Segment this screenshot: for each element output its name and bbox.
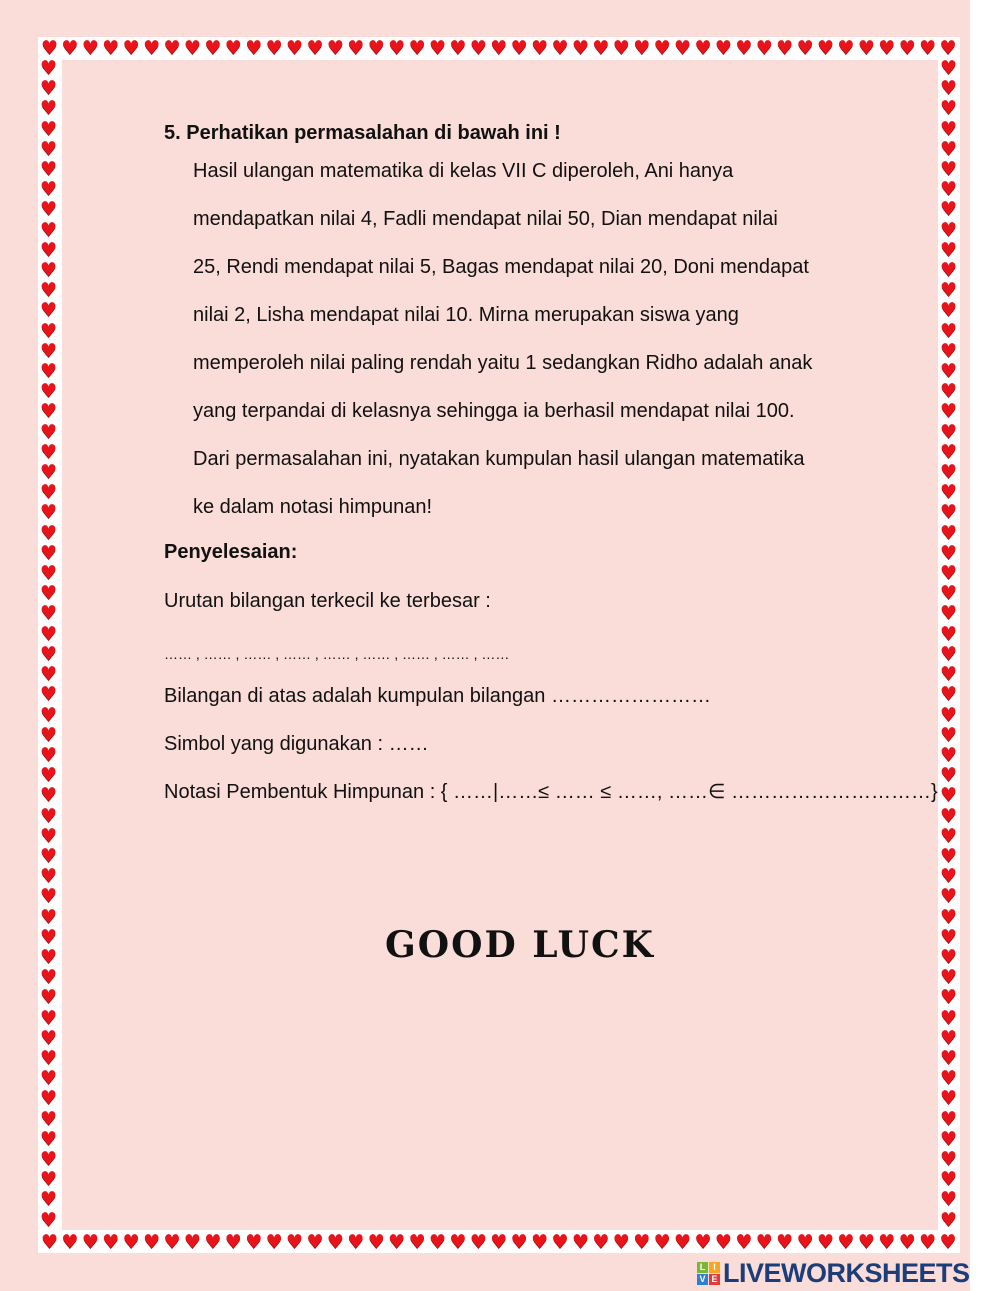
heart-icon: ♥ bbox=[102, 1231, 120, 1253]
heart-icon: ♥ bbox=[40, 37, 59, 59]
heart-icon: ♥ bbox=[939, 1046, 958, 1069]
heart-icon: ♥ bbox=[939, 723, 958, 746]
heart-icon: ♥ bbox=[571, 37, 589, 59]
heart-icon: ♥ bbox=[40, 1231, 59, 1253]
heart-icon: ♥ bbox=[939, 743, 958, 766]
heart-icon: ♥ bbox=[39, 238, 58, 261]
badge-letter: V bbox=[697, 1274, 708, 1285]
set-notation-line[interactable]: Notasi Pembentuk Himpunan : { ……|……≤ …… ≤ ……, ……∈ …………………………} bbox=[164, 781, 938, 803]
heart-icon: ♥ bbox=[39, 1026, 58, 1049]
heart-icon: ♥ bbox=[939, 1107, 958, 1130]
heart-border-top bbox=[40, 38, 958, 58]
set-type-line[interactable]: Bilangan di atas adalah kumpulan bilangan …………………… bbox=[164, 685, 711, 707]
heart-icon: ♥ bbox=[939, 218, 958, 241]
heart-icon: ♥ bbox=[939, 440, 958, 463]
heart-icon: ♥ bbox=[939, 804, 958, 827]
heart-icon: ♥ bbox=[39, 380, 58, 403]
heart-icon: ♥ bbox=[714, 1231, 732, 1253]
heart-icon: ♥ bbox=[531, 1231, 549, 1253]
heart-icon: ♥ bbox=[939, 259, 958, 282]
heart-icon: ♥ bbox=[939, 57, 958, 79]
heart-icon: ♥ bbox=[939, 1147, 958, 1170]
heart-icon: ♥ bbox=[612, 1231, 630, 1253]
heart-icon: ♥ bbox=[939, 683, 958, 706]
heart-icon: ♥ bbox=[653, 1231, 671, 1253]
heart-icon: ♥ bbox=[39, 1046, 58, 1069]
heart-icon: ♥ bbox=[939, 400, 958, 423]
heart-icon: ♥ bbox=[490, 37, 508, 59]
heart-icon: ♥ bbox=[939, 865, 958, 888]
heart-icon: ♥ bbox=[408, 37, 426, 59]
heart-icon: ♥ bbox=[755, 1231, 773, 1253]
heart-icon: ♥ bbox=[898, 1231, 916, 1253]
heart-icon: ♥ bbox=[551, 1231, 569, 1253]
heart-icon: ♥ bbox=[39, 178, 58, 201]
heart-icon: ♥ bbox=[39, 966, 58, 989]
heart-icon: ♥ bbox=[39, 703, 58, 726]
heart-icon: ♥ bbox=[39, 77, 58, 100]
heart-icon: ♥ bbox=[306, 1231, 324, 1253]
heart-icon: ♥ bbox=[837, 1231, 855, 1253]
heart-icon: ♥ bbox=[428, 37, 447, 59]
question-number: 5. bbox=[164, 122, 181, 144]
heart-icon: ♥ bbox=[39, 1168, 58, 1191]
question-text-line: ke dalam notasi himpunan! bbox=[193, 496, 433, 518]
heart-icon: ♥ bbox=[39, 57, 58, 79]
question-text-line: mendapatkan nilai 4, Fadli mendapat nilai 50, Dian mendapat nilai bbox=[193, 208, 778, 230]
heart-icon: ♥ bbox=[939, 360, 958, 383]
heart-icon: ♥ bbox=[898, 37, 916, 59]
heart-icon: ♥ bbox=[755, 37, 773, 59]
heart-icon: ♥ bbox=[39, 562, 58, 585]
heart-icon: ♥ bbox=[388, 1231, 406, 1253]
heart-icon: ♥ bbox=[939, 1067, 958, 1090]
heart-icon: ♥ bbox=[878, 1231, 896, 1253]
heart-icon: ♥ bbox=[612, 37, 630, 59]
heart-icon: ♥ bbox=[367, 1231, 385, 1253]
heart-icon: ♥ bbox=[163, 37, 181, 59]
heart-icon: ♥ bbox=[39, 541, 58, 564]
heart-icon: ♥ bbox=[39, 137, 58, 160]
heart-icon: ♥ bbox=[939, 1208, 958, 1231]
heart-icon: ♥ bbox=[39, 622, 58, 645]
heart-icon: ♥ bbox=[939, 905, 958, 928]
heart-icon: ♥ bbox=[326, 1231, 344, 1253]
heart-icon: ♥ bbox=[878, 37, 896, 59]
heart-icon: ♥ bbox=[837, 37, 855, 59]
heart-icon: ♥ bbox=[39, 723, 58, 746]
heart-icon: ♥ bbox=[39, 1006, 58, 1029]
heart-icon: ♥ bbox=[183, 1231, 201, 1253]
heart-icon: ♥ bbox=[39, 1188, 58, 1211]
heart-icon: ♥ bbox=[183, 37, 201, 59]
heart-border-bottom bbox=[40, 1232, 958, 1252]
heart-icon: ♥ bbox=[39, 400, 58, 423]
heart-icon: ♥ bbox=[143, 1231, 161, 1253]
heart-icon: ♥ bbox=[857, 1231, 875, 1253]
heart-icon: ♥ bbox=[449, 1231, 467, 1253]
heart-icon: ♥ bbox=[39, 259, 58, 282]
heart-icon: ♥ bbox=[39, 824, 58, 847]
heart-icon: ♥ bbox=[939, 1087, 958, 1110]
question-title bbox=[164, 121, 561, 145]
heart-icon: ♥ bbox=[347, 1231, 365, 1253]
heart-icon: ♥ bbox=[939, 602, 958, 625]
heart-icon: ♥ bbox=[61, 37, 79, 59]
heart-icon: ♥ bbox=[939, 986, 958, 1009]
heart-icon: ♥ bbox=[39, 885, 58, 908]
heart-icon: ♥ bbox=[39, 844, 58, 867]
good-luck-text: GOOD LUCK bbox=[385, 924, 655, 966]
heart-icon: ♥ bbox=[735, 37, 753, 59]
badge-letter: I bbox=[709, 1262, 720, 1273]
heart-icon: ♥ bbox=[939, 541, 958, 564]
heart-icon: ♥ bbox=[39, 945, 58, 968]
heart-icon: ♥ bbox=[551, 37, 569, 59]
heart-icon: ♥ bbox=[919, 37, 937, 59]
heart-icon: ♥ bbox=[39, 440, 58, 463]
heart-icon: ♥ bbox=[531, 37, 549, 59]
heart-icon: ♥ bbox=[39, 642, 58, 665]
heart-icon: ♥ bbox=[408, 1231, 426, 1253]
heart-icon: ♥ bbox=[39, 299, 58, 322]
heart-icon: ♥ bbox=[469, 1231, 487, 1253]
heart-icon: ♥ bbox=[510, 37, 528, 59]
heart-icon: ♥ bbox=[776, 37, 794, 59]
heart-icon: ♥ bbox=[81, 37, 99, 59]
heart-icon: ♥ bbox=[39, 663, 58, 686]
brand-name: LIVEWORKSHEETS bbox=[723, 1258, 970, 1288]
heart-icon: ♥ bbox=[939, 299, 958, 322]
heart-icon: ♥ bbox=[939, 117, 958, 140]
heart-icon: ♥ bbox=[39, 986, 58, 1009]
heart-icon: ♥ bbox=[347, 37, 365, 59]
heart-icon: ♥ bbox=[306, 37, 324, 59]
heart-icon: ♥ bbox=[939, 97, 958, 120]
heart-icon: ♥ bbox=[224, 37, 242, 59]
heart-icon: ♥ bbox=[939, 158, 958, 181]
heart-icon: ♥ bbox=[939, 1188, 958, 1211]
heart-icon: ♥ bbox=[39, 1107, 58, 1130]
heart-icon: ♥ bbox=[245, 37, 263, 59]
heart-icon: ♥ bbox=[39, 1147, 58, 1170]
heart-icon: ♥ bbox=[674, 37, 692, 59]
heart-icon: ♥ bbox=[592, 37, 610, 59]
heart-icon: ♥ bbox=[939, 1006, 958, 1029]
heart-icon: ♥ bbox=[735, 1231, 753, 1253]
symbol-line[interactable]: Simbol yang digunakan : …… bbox=[164, 733, 429, 755]
heart-icon: ♥ bbox=[204, 1231, 222, 1253]
heart-icon: ♥ bbox=[939, 824, 958, 847]
heart-icon: ♥ bbox=[286, 37, 304, 59]
heart-icon: ♥ bbox=[796, 37, 814, 59]
heart-icon: ♥ bbox=[939, 178, 958, 201]
heart-icon: ♥ bbox=[39, 784, 58, 807]
heart-icon: ♥ bbox=[796, 1231, 814, 1253]
heart-icon: ♥ bbox=[143, 37, 161, 59]
heart-icon: ♥ bbox=[939, 37, 957, 59]
heart-icon: ♥ bbox=[939, 966, 958, 989]
heart-icon: ♥ bbox=[122, 37, 140, 59]
heart-icon: ♥ bbox=[939, 461, 958, 484]
question-text-line: 25, Rendi mendapat nilai 5, Bagas mendapat nilai 20, Doni mendapat bbox=[193, 256, 809, 278]
heart-icon: ♥ bbox=[939, 885, 958, 908]
heart-icon: ♥ bbox=[694, 37, 712, 59]
heart-icon: ♥ bbox=[939, 137, 958, 160]
heart-icon: ♥ bbox=[939, 1231, 957, 1253]
heart-icon: ♥ bbox=[39, 198, 58, 221]
heart-icon: ♥ bbox=[939, 945, 958, 968]
heart-icon: ♥ bbox=[939, 481, 958, 504]
heart-icon: ♥ bbox=[39, 360, 58, 383]
question-text-line: Hasil ulangan matematika di kelas VII C diperoleh, Ani hanya bbox=[193, 160, 734, 182]
heart-icon: ♥ bbox=[653, 37, 671, 59]
question-text-line: memperoleh nilai paling rendah yaitu 1 sedangkan Ridho adalah anak bbox=[193, 352, 813, 374]
heart-icon: ♥ bbox=[939, 380, 958, 403]
heart-icon: ♥ bbox=[39, 1127, 58, 1150]
heart-icon: ♥ bbox=[39, 481, 58, 504]
heart-icon: ♥ bbox=[939, 521, 958, 544]
heart-icon: ♥ bbox=[939, 339, 958, 362]
heart-icon: ♥ bbox=[939, 925, 958, 948]
liveworksheets-logo bbox=[697, 1258, 970, 1289]
heart-icon: ♥ bbox=[39, 804, 58, 827]
heart-icon: ♥ bbox=[449, 37, 467, 59]
heart-icon: ♥ bbox=[939, 562, 958, 585]
heart-icon: ♥ bbox=[39, 905, 58, 928]
heart-icon: ♥ bbox=[714, 37, 732, 59]
heart-icon: ♥ bbox=[81, 1231, 99, 1253]
heart-icon: ♥ bbox=[224, 1231, 242, 1253]
heart-icon: ♥ bbox=[776, 1231, 794, 1253]
heart-icon: ♥ bbox=[163, 1231, 181, 1253]
heart-icon: ♥ bbox=[469, 37, 487, 59]
live-badge-icon bbox=[697, 1262, 720, 1285]
heart-icon: ♥ bbox=[510, 1231, 528, 1253]
heart-icon: ♥ bbox=[39, 925, 58, 948]
heart-icon: ♥ bbox=[428, 1231, 447, 1253]
heart-icon: ♥ bbox=[39, 97, 58, 120]
heart-icon: ♥ bbox=[939, 279, 958, 302]
heart-icon: ♥ bbox=[39, 1087, 58, 1110]
question-text-line: Dari permasalahan ini, nyatakan kumpulan hasil ulangan matematika bbox=[193, 448, 805, 470]
heart-icon: ♥ bbox=[694, 1231, 712, 1253]
heart-icon: ♥ bbox=[939, 420, 958, 443]
heart-icon: ♥ bbox=[204, 37, 222, 59]
heart-icon: ♥ bbox=[39, 683, 58, 706]
badge-letter: E bbox=[709, 1274, 720, 1285]
heart-icon: ♥ bbox=[367, 37, 385, 59]
heart-icon: ♥ bbox=[39, 865, 58, 888]
question-text-line: yang terpandai di kelasnya sehingga ia berhasil mendapat nilai 100. bbox=[193, 400, 795, 422]
heart-icon: ♥ bbox=[265, 37, 283, 59]
heart-icon: ♥ bbox=[939, 582, 958, 605]
heart-icon: ♥ bbox=[939, 1026, 958, 1049]
heart-icon: ♥ bbox=[939, 663, 958, 686]
heart-icon: ♥ bbox=[39, 279, 58, 302]
heart-icon: ♥ bbox=[939, 1168, 958, 1191]
heart-icon: ♥ bbox=[571, 1231, 589, 1253]
heart-icon: ♥ bbox=[919, 1231, 937, 1253]
heart-border-left bbox=[39, 58, 59, 1230]
heart-icon: ♥ bbox=[39, 461, 58, 484]
heart-icon: ♥ bbox=[39, 420, 58, 443]
question-text-line: nilai 2, Lisha mendapat nilai 10. Mirna merupakan siswa yang bbox=[193, 304, 739, 326]
heart-icon: ♥ bbox=[939, 784, 958, 807]
heart-icon: ♥ bbox=[939, 238, 958, 261]
heart-icon: ♥ bbox=[939, 77, 958, 100]
heart-icon: ♥ bbox=[939, 764, 958, 787]
heart-icon: ♥ bbox=[633, 37, 651, 59]
heart-icon: ♥ bbox=[633, 1231, 651, 1253]
heart-icon: ♥ bbox=[939, 844, 958, 867]
heart-icon: ♥ bbox=[39, 602, 58, 625]
heart-icon: ♥ bbox=[817, 37, 835, 59]
heart-icon: ♥ bbox=[39, 764, 58, 787]
heart-icon: ♥ bbox=[39, 158, 58, 181]
heart-icon: ♥ bbox=[326, 37, 344, 59]
order-blanks[interactable]: …… , …… , …… , …… , …… , …… , …… , …… , …… bbox=[164, 646, 510, 662]
heart-icon: ♥ bbox=[592, 1231, 610, 1253]
heart-icon: ♥ bbox=[39, 521, 58, 544]
heart-icon: ♥ bbox=[245, 1231, 263, 1253]
heart-icon: ♥ bbox=[122, 1231, 140, 1253]
heart-icon: ♥ bbox=[39, 117, 58, 140]
heart-icon: ♥ bbox=[39, 218, 58, 241]
heart-icon: ♥ bbox=[286, 1231, 304, 1253]
heart-icon: ♥ bbox=[939, 319, 958, 342]
heart-icon: ♥ bbox=[388, 37, 406, 59]
heart-icon: ♥ bbox=[39, 1067, 58, 1090]
heart-border-right bbox=[939, 58, 959, 1230]
heart-icon: ♥ bbox=[817, 1231, 835, 1253]
badge-letter: L bbox=[697, 1262, 708, 1273]
heart-icon: ♥ bbox=[39, 743, 58, 766]
heart-icon: ♥ bbox=[674, 1231, 692, 1253]
heart-icon: ♥ bbox=[39, 582, 58, 605]
heart-icon: ♥ bbox=[61, 1231, 79, 1253]
heart-icon: ♥ bbox=[939, 703, 958, 726]
heart-icon: ♥ bbox=[39, 319, 58, 342]
heart-icon: ♥ bbox=[39, 1208, 58, 1231]
heart-icon: ♥ bbox=[939, 642, 958, 665]
heart-icon: ♥ bbox=[857, 37, 875, 59]
heart-icon: ♥ bbox=[939, 198, 958, 221]
heart-icon: ♥ bbox=[939, 622, 958, 645]
heart-icon: ♥ bbox=[939, 501, 958, 524]
heart-icon: ♥ bbox=[39, 339, 58, 362]
heart-icon: ♥ bbox=[265, 1231, 283, 1253]
heart-icon: ♥ bbox=[490, 1231, 508, 1253]
solution-heading: Penyelesaian: bbox=[164, 541, 298, 563]
heart-icon: ♥ bbox=[939, 1127, 958, 1150]
heart-icon: ♥ bbox=[102, 37, 120, 59]
order-label: Urutan bilangan terkecil ke terbesar : bbox=[164, 590, 491, 612]
heart-icon: ♥ bbox=[39, 501, 58, 524]
question-title-text: Perhatikan permasalahan di bawah ini ! bbox=[186, 122, 561, 144]
